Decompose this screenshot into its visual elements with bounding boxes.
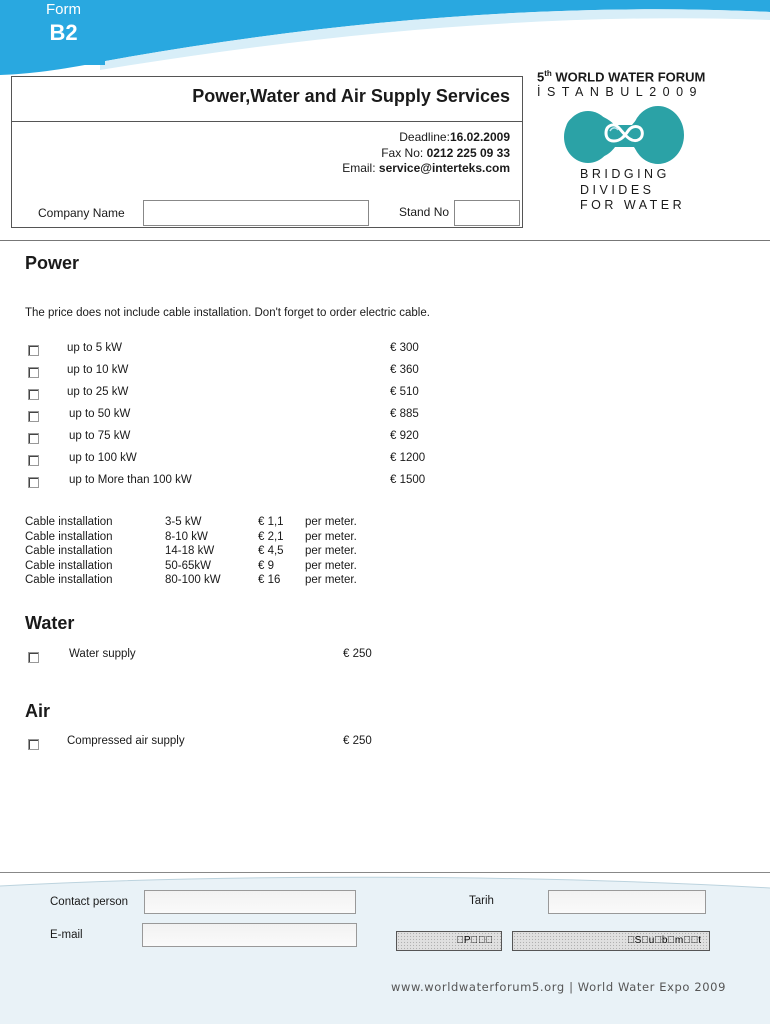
power-checkbox[interactable] [28, 367, 39, 378]
section-separator [0, 240, 770, 241]
power-item-label: up to 5 kW [67, 342, 122, 354]
cable-range-column: 3-5 kW 8-10 kW 14-18 kW 50-65kW 80-100 kW [165, 516, 221, 587]
power-title: Power [25, 253, 80, 273]
air-title: Air [25, 701, 51, 721]
power-item-label: up to 75 kW [69, 430, 131, 442]
form-code: B2 [49, 20, 78, 45]
water-supply-label: Water supply [69, 648, 136, 660]
email-label: E-mail [50, 929, 83, 941]
deadline-line: Deadline:16.02.2009 [399, 130, 510, 144]
power-item-label: up to 10 kW [67, 364, 129, 376]
cable-price-column: € 1,1 € 2,1 € 4,5 € 9 € 16 [258, 516, 284, 587]
contact-person-input[interactable] [144, 890, 356, 914]
power-item-label: up to More than 100 kW [69, 474, 192, 486]
email-line: Email: service@interteks.com [342, 161, 510, 175]
company-name-label: Company Name [38, 206, 125, 220]
fax-line: Fax No: 0212 225 09 33 [381, 145, 510, 160]
power-item-price: € 920 [390, 430, 419, 442]
cable-label-column: Cable installation Cable installation Cable installation Cable installation Cable installation [25, 516, 113, 587]
submit-button[interactable]: 􀀀S􀀀u􀀀b􀀀m􀀀􀀀t [512, 931, 710, 951]
forum-logo-icon [562, 105, 686, 165]
power-checkbox[interactable] [28, 433, 39, 444]
tarih-input[interactable] [548, 890, 706, 914]
water-supply-checkbox[interactable] [28, 652, 39, 663]
forum-title: 5th WORLD WATER FORUM [537, 69, 706, 85]
stand-no-label: Stand No [399, 205, 450, 219]
header-divider [11, 121, 523, 122]
contact-person-label: Contact person [50, 896, 128, 908]
power-item-label: up to 25 kW [67, 386, 129, 398]
power-checkbox[interactable] [28, 411, 39, 422]
power-item-price: € 510 [390, 386, 419, 398]
power-item-price: € 360 [390, 364, 419, 376]
bottom-separator [0, 872, 770, 873]
print-button[interactable]: 􀀀P􀀀􀀀􀀀 [396, 931, 502, 951]
water-title: Water [25, 613, 75, 633]
forum-slogan: BRIDGING DIVIDES FOR WATER [580, 167, 686, 212]
power-item-price: € 1200 [390, 452, 426, 464]
power-checkbox[interactable] [28, 477, 39, 488]
water-supply-price: € 250 [343, 648, 372, 660]
stand-no-input[interactable] [454, 200, 520, 226]
page-title: Power,Water and Air Supply Services [192, 86, 510, 106]
power-item-price: € 300 [390, 342, 419, 354]
power-checkbox[interactable] [28, 345, 39, 356]
contact-info [342, 130, 510, 177]
forum-city: İSTANBUL2009 [537, 85, 704, 99]
power-checkbox[interactable] [28, 455, 39, 466]
email-input[interactable] [142, 923, 357, 947]
power-item-label: up to 50 kW [69, 408, 131, 420]
tarih-label: Tarih [469, 895, 494, 907]
air-supply-price: € 250 [343, 735, 372, 747]
air-supply-checkbox[interactable] [28, 739, 39, 750]
power-item-price: € 1500 [390, 474, 426, 486]
power-item-label: up to 100 kW [69, 452, 137, 464]
air-supply-label: Compressed air supply [67, 735, 185, 747]
footer-text: www.worldwaterforum5.org | World Water Expo 2009 [391, 980, 726, 994]
cable-unit-column: per meter. per meter. per meter. per meter. per meter. [305, 516, 357, 587]
form-tag [22, 0, 105, 65]
form-label: Form [46, 1, 81, 18]
power-item-price: € 885 [390, 408, 419, 420]
power-checkbox[interactable] [28, 389, 39, 400]
company-name-input[interactable] [143, 200, 369, 226]
power-note: The price does not include cable installation. Don't forget to order electric cable. [25, 307, 430, 319]
top-banner [0, 0, 770, 75]
